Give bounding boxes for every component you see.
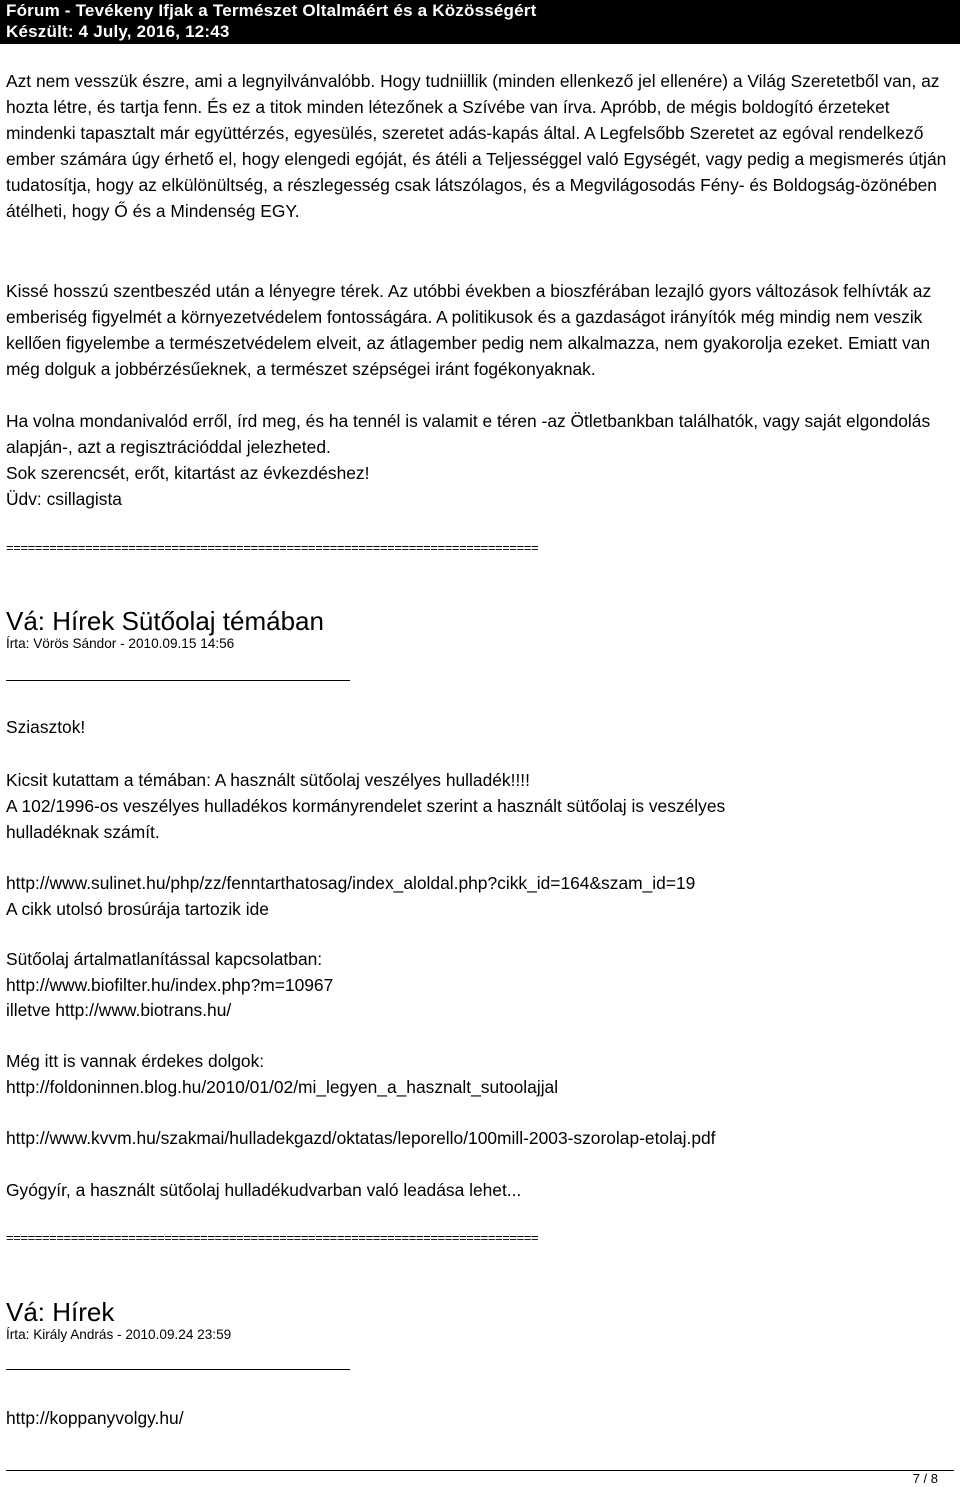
post-text-line: A cikk utolsó brosúrája tartozik ide	[6, 899, 269, 919]
post-text-line: Sütőolaj ártalmatlanítással kapcsolatban:	[6, 949, 323, 969]
post-text-line: Sziasztok!	[6, 717, 86, 737]
footer-divider	[6, 1470, 954, 1471]
post-meta: Írta: Király András - 2010.09.24 23:59	[6, 1327, 232, 1342]
post-link[interactable]: http://koppanyvolgy.hu/	[6, 1408, 184, 1428]
intro-paragraph-1: Azt nem vesszük észre, ami a legnyilvánvalóbb. Hogy tudniillik (minden ellenkező jel ellenére) a Világ Szeretetből van, az hozta létre, és tartja fenn. És ez a titok minden létezőnek a Szívébe van írva. Apróbb, de mégis boldogító érzeteket mindenki tapasztalt már együttérzés, egyesülés, szeretet adás-kapás által. A Legfelsőbb Szeretet az egóval rendelkező ember számára úgy érhető el, hogy elengedi egóját, és átéli a Teljességgel való Egységét, vagy pedig a megismerés útján tudatosítja, hogy az elkülönültség, a részlegesség csak látszólagos, és a Megvilágosodás Fény- és Boldogság-özönében átélheti, hogy Ő és a Mindenség EGY.	[6, 71, 947, 221]
forum-title: Fórum - Tevékeny Ifjak a Természet Oltalmáért és a Közösségért	[6, 1, 537, 20]
post-text-line: A 102/1996-os veszélyes hulladékos kormányrendelet szerint a használt sütőolaj is veszélyes	[6, 796, 726, 816]
post-text-line: illetve http://www.biotrans.hu/	[6, 1000, 232, 1020]
page-header	[0, 0, 960, 44]
post-link[interactable]: http://www.kvvm.hu/szakmai/hulladekgazd/oktatas/leporello/100mill-2003-szorolap-etolaj.pdf	[6, 1128, 716, 1148]
post-title: Vá: Hírek Sütőolaj témában	[6, 606, 324, 636]
separator-line: ==========================================================================	[6, 1230, 539, 1245]
post-title: Vá: Hírek	[6, 1297, 115, 1327]
post-link[interactable]: http://www.sulinet.hu/php/zz/fenntarthatosag/index_aloldal.php?cikk_id=164&szam_id=19	[6, 873, 696, 893]
intro-paragraph-4: Sok szerencsét, erőt, kitartást az évkezdéshez!	[6, 463, 370, 483]
post-link[interactable]: http://www.biofilter.hu/index.php?m=10967	[6, 975, 334, 995]
separator-line: ==========================================================================	[6, 540, 539, 555]
post-meta: Írta: Vörös Sándor - 2010.09.15 14:56	[6, 636, 235, 651]
generated-date: Készült: 4 July, 2016, 12:43	[6, 22, 230, 41]
page-number: 7 / 8	[912, 1471, 938, 1486]
signature: Üdv: csillagista	[6, 489, 122, 509]
intro-paragraph-2: Kissé hosszú szentbeszéd után a lényegre térek. Az utóbbi években a bioszférában lezajló gyors változások felhívták az emberiség figyelmét a környezetvédelem fontosságára. A politikusok és a gazdaságot irányítók még mindig nem veszik kellően figyelembe a természetvédelem elveit, az átlagember pedig nem alkalmazza, nem gyakorolja ezeket. Emiatt van még dolguk a jobbérzésűeknek, a természet szépségei iránt fogékonyaknak.	[6, 281, 932, 379]
post-divider	[6, 1369, 350, 1370]
post-text-line: Kicsit kutattam a témában: A használt sütőolaj veszélyes hulladék!!!!	[6, 770, 530, 790]
post-text-line: Még itt is vannak érdekes dolgok:	[6, 1051, 265, 1071]
post-link[interactable]: http://foldoninnen.blog.hu/2010/01/02/mi_legyen_a_hasznalt_sutoolajjal	[6, 1077, 559, 1097]
post-text-line: hulladéknak számít.	[6, 822, 160, 842]
post-divider	[6, 680, 350, 681]
post-text-line: Gyógyír, a használt sütőolaj hulladékudvarban való leadása lehet...	[6, 1180, 522, 1200]
intro-paragraph-3: Ha volna mondanivalód erről, írd meg, és ha tennél is valamit e téren -az Ötletbankban találhatók, vagy saját elgondolás alapján-, azt a regisztrációddal jelezheted.	[6, 411, 931, 457]
